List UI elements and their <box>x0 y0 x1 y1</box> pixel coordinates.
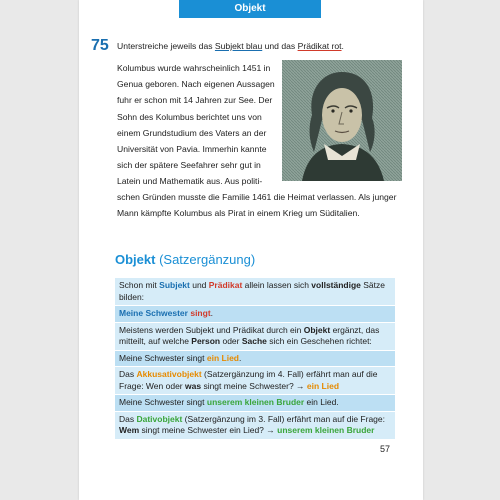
task-instruction: Unterstreiche jeweils das Subjekt blau und das Prädikat rot. <box>117 41 344 51</box>
task-number: 75 <box>91 37 109 54</box>
box-row: Meine Schwester singt. <box>115 306 395 323</box>
box-row: Meine Schwester singt ein Lied. <box>115 351 395 368</box>
box-row: Schon mit Subjekt und Prädikat allein lassen sich vollständige Sätze bilden: <box>115 278 395 306</box>
box-row: Das Akkusativobjekt (Satzergänzung im 4. Fall) erfährt man auf die Frage: Wen oder was singt meine Schwester? → ein Lied <box>115 367 395 395</box>
page-number: 57 <box>379 444 390 454</box>
subjekt-underline: Subjekt blau <box>214 41 263 51</box>
book-page <box>79 0 423 500</box>
paragraph-full: schen Gründen musste die Familie 1461 die Heimat verlassen. Als junger Mann kämpfte Kolumbus als Pirat in einem Krieg um Süditalien. <box>117 192 397 219</box>
section-title: Objekt (Satzergänzung) <box>115 252 256 267</box>
paragraph-left: Kolumbus wurde wahrscheinlich 1451 in Genua geboren. Nach eigenen Aussagen fuhr er schon mit 14 Jahren zur See. Der Sohn des Kolumbus berichtet uns von einem Grundstudium des Vaters an der Universität von Pavia. Immerhin kannte sich der spätere Seefahrer sehr gut in Latein und Mathematik aus. Aus politi- <box>117 63 275 187</box>
grammar-box <box>115 278 395 440</box>
chapter-tab: Objekt <box>179 0 321 18</box>
praedikat-underline: Prädikat rot <box>297 41 342 51</box>
kolumbus-portrait <box>282 60 402 181</box>
box-row: Meistens werden Subjekt und Prädikat durch ein Objekt ergänzt, das mitteilt, auf welche Person oder Sache sich ein Geschehen richtet: <box>115 323 395 351</box>
box-row: Meine Schwester singt unserem kleinen Bruder ein Lied. <box>115 395 395 412</box>
box-row: Das Dativobjekt (Satzergänzung im 3. Fall) erfährt man auf die Frage: Wem singt meine Schwester ein Lied? → unserem kleinen Bruder <box>115 412 395 440</box>
